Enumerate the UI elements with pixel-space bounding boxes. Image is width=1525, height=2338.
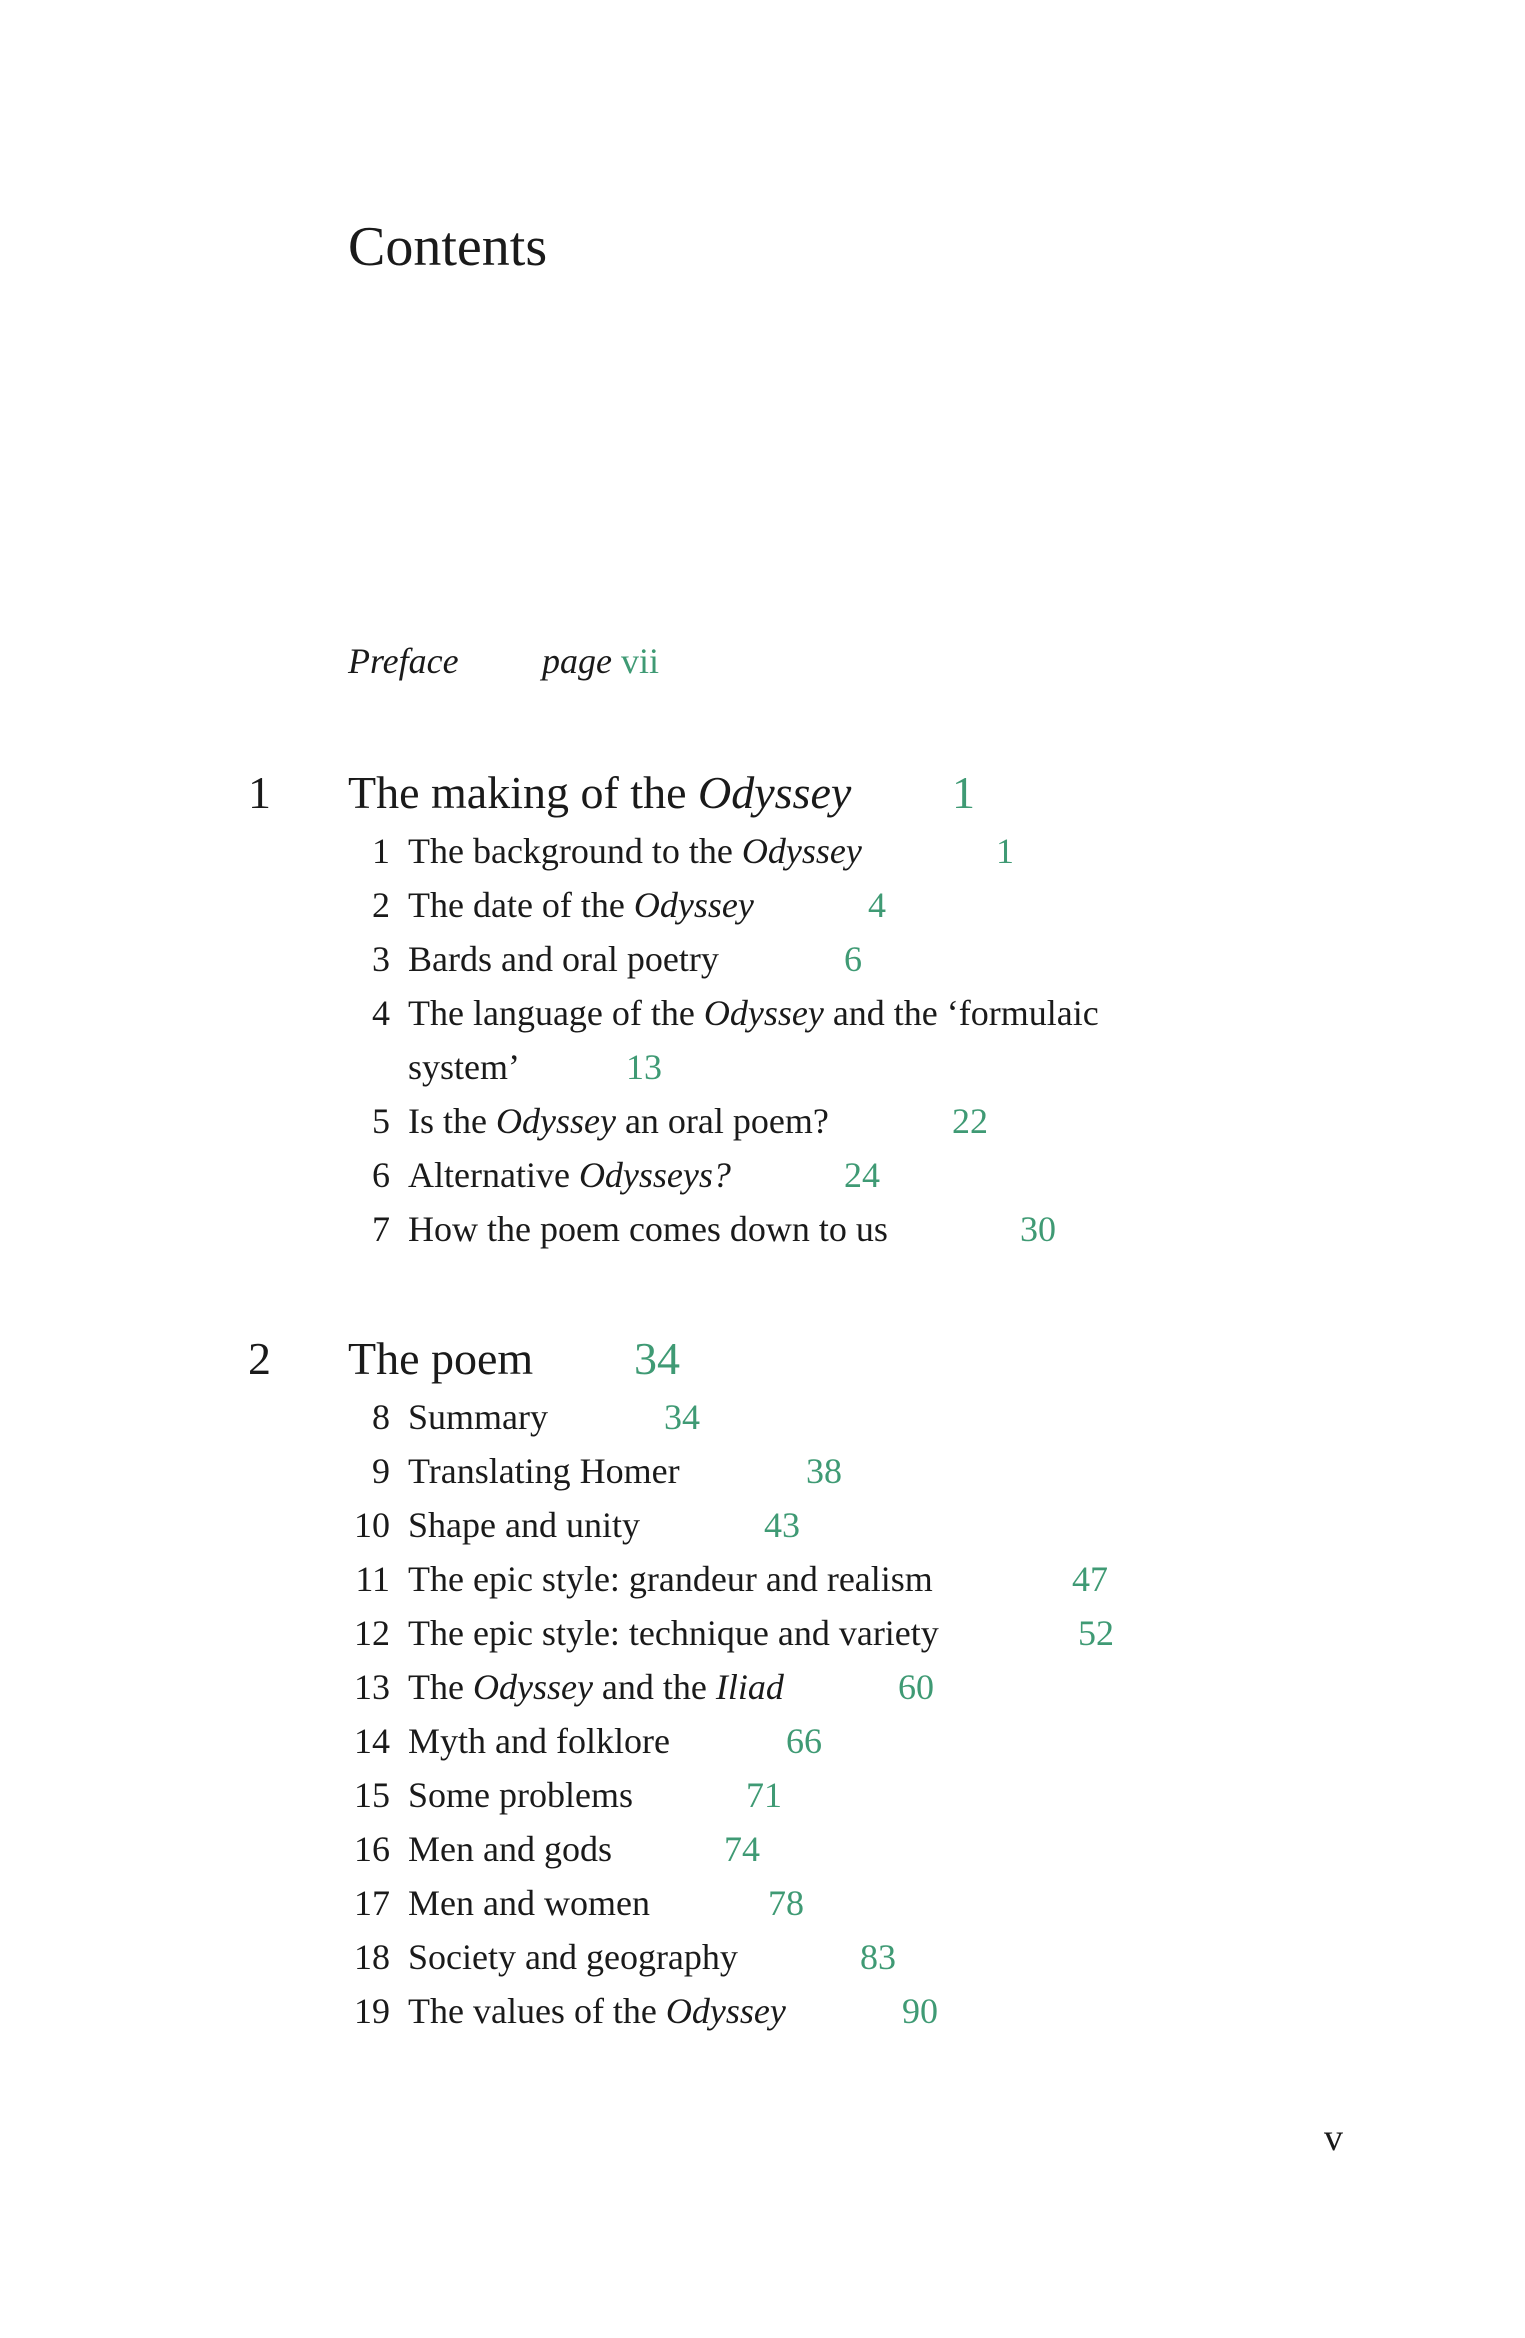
preface-label: Preface <box>348 641 459 681</box>
section-page: 66 <box>786 1721 822 1761</box>
section-number: 7 <box>372 1209 390 1249</box>
section-title[interactable]: Myth and folklore 66 <box>408 1721 822 1761</box>
section-number: 18 <box>354 1937 390 1977</box>
section-title[interactable]: Summary 34 <box>408 1397 700 1437</box>
chapter-number: 1 <box>248 767 271 818</box>
section-page: 1 <box>996 831 1014 871</box>
section-number: 4 <box>372 993 390 1033</box>
section-title[interactable]: Some problems 71 <box>408 1775 782 1815</box>
section-page: 13 <box>626 1047 662 1087</box>
section-title[interactable]: The values of the Odyssey 90 <box>408 1991 938 2031</box>
section-page: 74 <box>724 1829 760 1869</box>
section-page: 71 <box>746 1775 782 1815</box>
section-page: 78 <box>768 1883 804 1923</box>
section-title[interactable]: The epic style: grandeur and realism 47 <box>408 1559 1108 1599</box>
section-page: 43 <box>764 1505 800 1545</box>
chapter-title[interactable]: The poem 34 <box>348 1333 680 1384</box>
section-number: 6 <box>372 1155 390 1195</box>
section-number: 19 <box>354 1991 390 2031</box>
section-page: 83 <box>860 1937 896 1977</box>
section-number: 12 <box>354 1613 390 1653</box>
section-title[interactable]: Society and geography 83 <box>408 1937 896 1977</box>
preface-page: page vii <box>542 641 659 681</box>
section-number: 13 <box>354 1667 390 1707</box>
page-title: Contents <box>348 216 548 278</box>
section-title[interactable]: How the poem comes down to us 30 <box>408 1209 1056 1249</box>
section-title[interactable]: Is the Odyssey an oral poem? 22 <box>408 1101 988 1141</box>
section-number: 8 <box>372 1397 390 1437</box>
section-title[interactable]: The language of the Odyssey and the ‘formulaic <box>408 993 1099 1033</box>
section-page: 52 <box>1078 1613 1114 1653</box>
section-number: 15 <box>354 1775 390 1815</box>
section-title-continuation[interactable]: system’ 13 <box>408 1047 662 1087</box>
section-title[interactable]: The date of the Odyssey 4 <box>408 885 886 925</box>
section-page: 22 <box>952 1101 988 1141</box>
section-title[interactable]: Men and gods 74 <box>408 1829 760 1869</box>
page-folio: v <box>1324 2117 1343 2159</box>
chapter-number: 2 <box>248 1333 271 1384</box>
section-page: 60 <box>898 1667 934 1707</box>
section-number: 16 <box>354 1829 390 1869</box>
section-number: 3 <box>372 939 390 979</box>
chapter-page: 34 <box>634 1333 680 1384</box>
section-title[interactable]: Shape and unity 43 <box>408 1505 800 1545</box>
section-title[interactable]: Translating Homer 38 <box>408 1451 842 1491</box>
section-title[interactable]: The epic style: technique and variety 52 <box>408 1613 1114 1653</box>
chapter-page: 1 <box>952 767 975 818</box>
section-page: 90 <box>902 1991 938 2031</box>
section-title[interactable]: Men and women 78 <box>408 1883 804 1923</box>
preface-entry[interactable] <box>348 640 659 682</box>
section-page: 6 <box>844 939 862 979</box>
section-number: 10 <box>354 1505 390 1545</box>
section-title[interactable]: The background to the Odyssey 1 <box>408 831 1014 871</box>
section-title[interactable]: The Odyssey and the Iliad 60 <box>408 1667 934 1707</box>
section-page: 4 <box>868 885 886 925</box>
section-page: 24 <box>844 1155 880 1195</box>
section-number: 17 <box>354 1883 390 1923</box>
section-number: 2 <box>372 885 390 925</box>
section-page: 38 <box>806 1451 842 1491</box>
section-number: 1 <box>372 831 390 871</box>
section-number: 9 <box>372 1451 390 1491</box>
section-number: 14 <box>354 1721 390 1761</box>
chapter-title[interactable]: The making of the Odyssey 1 <box>348 767 975 818</box>
section-page: 47 <box>1072 1559 1108 1599</box>
section-title[interactable]: Alternative Odysseys? 24 <box>408 1155 880 1195</box>
section-page: 30 <box>1020 1209 1056 1249</box>
section-number: 11 <box>355 1559 390 1599</box>
section-page: 34 <box>664 1397 700 1437</box>
section-number: 5 <box>372 1101 390 1141</box>
section-title[interactable]: Bards and oral poetry 6 <box>408 939 862 979</box>
